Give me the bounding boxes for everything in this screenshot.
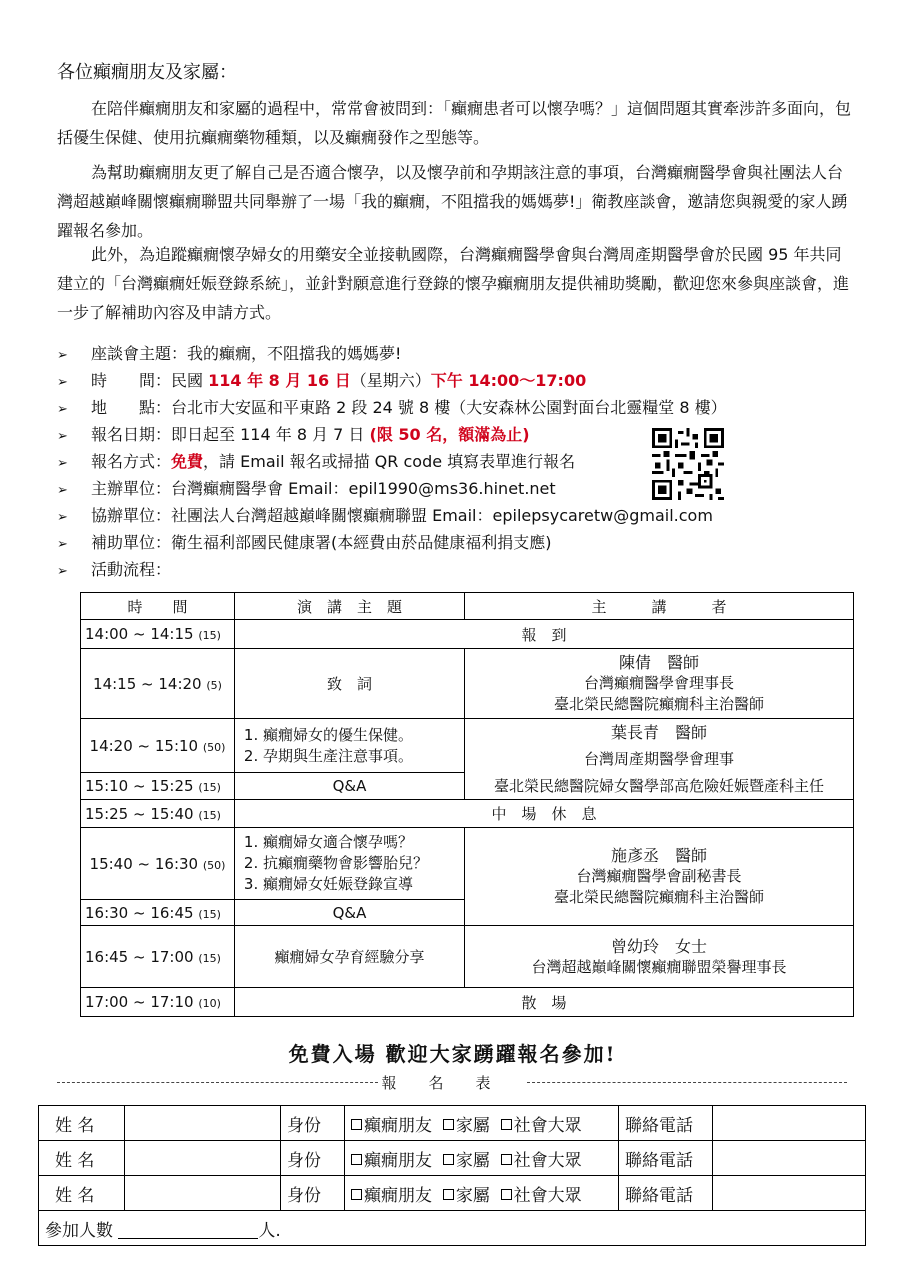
time-cell: 15:25 ~ 15:40 (15) — [81, 800, 235, 828]
option-epilepsy-checkbox[interactable]: 癲癇朋友 — [351, 1151, 432, 1171]
time-cell: 16:45 ~ 17:00 (15) — [81, 926, 235, 988]
time-cell: 15:40 ~ 16:30 (50) — [81, 828, 235, 900]
speaker-cell — [465, 719, 854, 800]
name-label: 姓 名 — [39, 1141, 125, 1176]
identity-label: 身份 — [281, 1176, 345, 1211]
speaker-title: 臺北榮民總醫院婦女醫學部高危險妊娠暨產科主任 — [493, 776, 824, 795]
info-organizer: ➢ 主辦單位：台灣癲癇醫學會 Email：epil1990@ms36.hinet.net — [57, 475, 867, 502]
schedule-row — [81, 828, 854, 900]
speaker-cell — [465, 926, 854, 988]
qr-code-icon[interactable] — [650, 428, 726, 500]
name-label: 姓 名 — [39, 1176, 125, 1211]
speaker-name: 葉長青 醫師 — [610, 722, 707, 742]
topic-cell: Q&A — [235, 773, 465, 800]
info-method: ➢ 報名方式：免費，請 Email 報名或掃描 QR code 填寫表單進行報名 — [57, 448, 867, 475]
topic-cell: 致 詞 — [235, 649, 465, 719]
name-field[interactable] — [125, 1176, 281, 1211]
option-family-checkbox[interactable]: 家屬 — [443, 1116, 490, 1136]
topic-cell: 癲癇婦女孕育經驗分享 — [235, 926, 465, 988]
header-speaker: 主 講 者 — [465, 593, 854, 620]
schedule-row — [81, 988, 854, 1017]
info-time: ➢ 時 間：民國 114 年 8 月 16 日（星期六）下午 14:00～17:00 — [57, 367, 867, 394]
free-entry-banner: 免費入場 歡迎大家踴躍報名參加! — [288, 1042, 617, 1066]
schedule-table — [80, 592, 854, 1017]
speaker-cell — [465, 649, 854, 719]
phone-label: 聯絡電話 — [619, 1106, 713, 1141]
identity-options — [345, 1141, 619, 1176]
schedule-row — [81, 649, 854, 719]
count-label: 參加人數 — [45, 1220, 113, 1241]
topic-item: 2. 抗癲癇藥物會影響胎兒？ — [263, 853, 460, 874]
form-divider — [57, 1072, 847, 1092]
arrow-icon: ➢ — [57, 429, 68, 444]
form-title: 報名表 — [381, 1073, 523, 1092]
organizer-email-link[interactable]: 台灣癲癇醫學會 Email：epil1990@ms36.hinet.net — [171, 479, 556, 498]
intro-paragraph-text: 在陪伴癲癇朋友和家屬的過程中，常常會被問到：「癲癇患者可以懷孕嗎？」這個問題其實牽涉許多面向，包括優生保健、使用抗癲癇藥物種類，以及癲癇發作之型態等。 — [57, 99, 852, 147]
phone-label: 聯絡電話 — [619, 1141, 713, 1176]
time-cell: 17:00 ~ 17:10 (10) — [81, 988, 235, 1017]
schedule-header-row — [81, 593, 854, 620]
name-field[interactable] — [125, 1141, 281, 1176]
topic-item: 1. 癲癇婦女的優生保健。 — [263, 725, 460, 746]
identity-label: 身份 — [281, 1141, 345, 1176]
identity-label: 身份 — [281, 1106, 345, 1141]
option-public-checkbox[interactable]: 社會大眾 — [501, 1116, 582, 1136]
form-row — [39, 1211, 866, 1246]
option-public-checkbox[interactable]: 社會大眾 — [501, 1186, 582, 1206]
info-coorganizer: ➢ 協辦單位：社團法人台灣超越巔峰關懷癲癇聯盟 Email：epilepsycaretw@gmail.com — [57, 502, 867, 529]
arrow-icon: ➢ — [57, 375, 68, 390]
speaker-title: 臺北榮民總醫院癲癇科主治醫師 — [553, 695, 764, 713]
info-deadline: ➢ 報名日期：即日起至 114 年 8 月 7 日 (限 50 名，額滿為止) — [57, 421, 867, 448]
arrow-icon: ➢ — [57, 510, 68, 525]
closing-cell: 散 場 — [235, 988, 854, 1017]
time-cell: 14:15 ~ 14:20 (5) — [81, 649, 235, 719]
time-cell: 15:10 ~ 15:25 (15) — [81, 773, 235, 800]
option-public-checkbox[interactable]: 社會大眾 — [501, 1151, 582, 1171]
purpose-paragraph — [57, 158, 857, 245]
identity-options — [345, 1106, 619, 1141]
topic-item: 1. 癲癇婦女適合懷孕嗎？ — [263, 832, 460, 853]
time-cell: 14:00 ~ 14:15 (15) — [81, 620, 235, 649]
speaker-title: 臺北榮民總醫院癲癇科主治醫師 — [553, 888, 764, 906]
speaker-title: 台灣癲癇醫學會理事長 — [583, 674, 734, 692]
option-epilepsy-checkbox[interactable]: 癲癇朋友 — [351, 1186, 432, 1206]
option-epilepsy-checkbox[interactable]: 癲癇朋友 — [351, 1116, 432, 1136]
topic-cell — [235, 828, 465, 900]
topic-item: 3. 癲癇婦女妊娠登錄宣導 — [263, 874, 460, 895]
header-time: 時 間 — [81, 593, 235, 620]
form-row — [39, 1106, 866, 1141]
option-family-checkbox[interactable]: 家屬 — [443, 1186, 490, 1206]
info-topic: ➢ 座談會主題：我的癲癇，不阻擋我的媽媽夢! — [57, 340, 867, 367]
registry-paragraph — [57, 240, 857, 327]
identity-options — [345, 1176, 619, 1211]
greeting: 各位癲癇朋友及家屬： — [57, 62, 237, 83]
phone-label: 聯絡電話 — [619, 1176, 713, 1211]
name-label: 姓 名 — [39, 1106, 125, 1141]
speaker-title: 台灣癲癇醫學會副秘書長 — [576, 867, 742, 885]
topic-cell: Q&A — [235, 900, 465, 926]
arrow-icon: ➢ — [57, 564, 68, 579]
info-sponsor: ➢ 補助單位：衛生福利部國民健康署(本經費由菸品健康福利捐支應) — [57, 529, 867, 556]
speaker-name: 曾幼玲 女士 — [610, 936, 707, 956]
count-field[interactable] — [118, 1220, 258, 1239]
speaker-cell — [465, 828, 854, 926]
form-row — [39, 1176, 866, 1211]
info-agenda: ➢ 活動流程： — [57, 556, 867, 583]
arrow-icon: ➢ — [57, 483, 68, 498]
registration-form — [38, 1105, 866, 1246]
schedule-row — [81, 719, 854, 773]
break-cell: 中 場 休 息 — [235, 800, 854, 828]
arrow-icon: ➢ — [57, 537, 68, 552]
topic-item: 2. 孕期與生產注意事項。 — [263, 746, 460, 767]
arrow-icon: ➢ — [57, 456, 68, 471]
checkin-cell: 報 到 — [235, 620, 854, 649]
coorganizer-email-link[interactable]: 社團法人台灣超越巔峰關懷癲癇聯盟 Email：epilepsycaretw@gmail.com — [171, 506, 713, 525]
topic-cell — [235, 719, 465, 773]
speaker-name: 陳倩 醫師 — [618, 653, 699, 672]
schedule-row — [81, 620, 854, 649]
schedule-row — [81, 800, 854, 828]
phone-field[interactable] — [713, 1141, 866, 1176]
header-topic: 演 講 主 題 — [235, 593, 465, 620]
phone-field[interactable] — [713, 1106, 866, 1141]
intro-paragraph — [57, 94, 857, 152]
info-place: ➢ 地 點：台北市大安區和平東路 2 段 24 號 8 樓（大安森林公園對面台北靈糧堂 8 樓） — [57, 394, 867, 421]
attendee-count — [39, 1211, 866, 1246]
arrow-icon: ➢ — [57, 348, 68, 363]
arrow-icon: ➢ — [57, 402, 68, 417]
time-cell: 14:20 ~ 15:10 (50) — [81, 719, 235, 773]
schedule-row — [81, 926, 854, 988]
event-info-list — [57, 340, 867, 583]
purpose-paragraph-text: 為幫助癲癇朋友更了解自己是否適合懷孕，以及懷孕前和孕期該注意的事項，台灣癲癇醫學會與社團法人台灣超越巔峰關懷癲癇聯盟共同舉辦了一場「我的癲癇，不阻擋我的媽媽夢!」衛教座談會，邀請您與親愛的家人踴躍報名參加。 — [57, 163, 848, 240]
option-family-checkbox[interactable]: 家屬 — [443, 1151, 490, 1171]
name-field[interactable] — [125, 1106, 281, 1141]
speaker-name: 施彥丞 醫師 — [610, 846, 707, 865]
count-suffix: 人. — [258, 1220, 281, 1241]
speaker-title: 台灣周產期醫學會理事 — [583, 749, 734, 768]
time-cell: 16:30 ~ 16:45 (15) — [81, 900, 235, 926]
speaker-title: 台灣超越巔峰關懷癲癇聯盟榮譽理事長 — [531, 957, 787, 976]
phone-field[interactable] — [713, 1176, 866, 1211]
registry-paragraph-text: 此外，為追蹤癲癇懷孕婦女的用藥安全並接軌國際，台灣癲癇醫學會與台灣周產期醫學會於民國 95 年共同建立的「台灣癲癇妊娠登錄系統」，並針對願意進行登錄的懷孕癲癇朋友提供補助獎勵，歡迎您來參與座談會，進一步了解補助內容及申請方式。 — [57, 245, 850, 322]
form-row — [39, 1141, 866, 1176]
